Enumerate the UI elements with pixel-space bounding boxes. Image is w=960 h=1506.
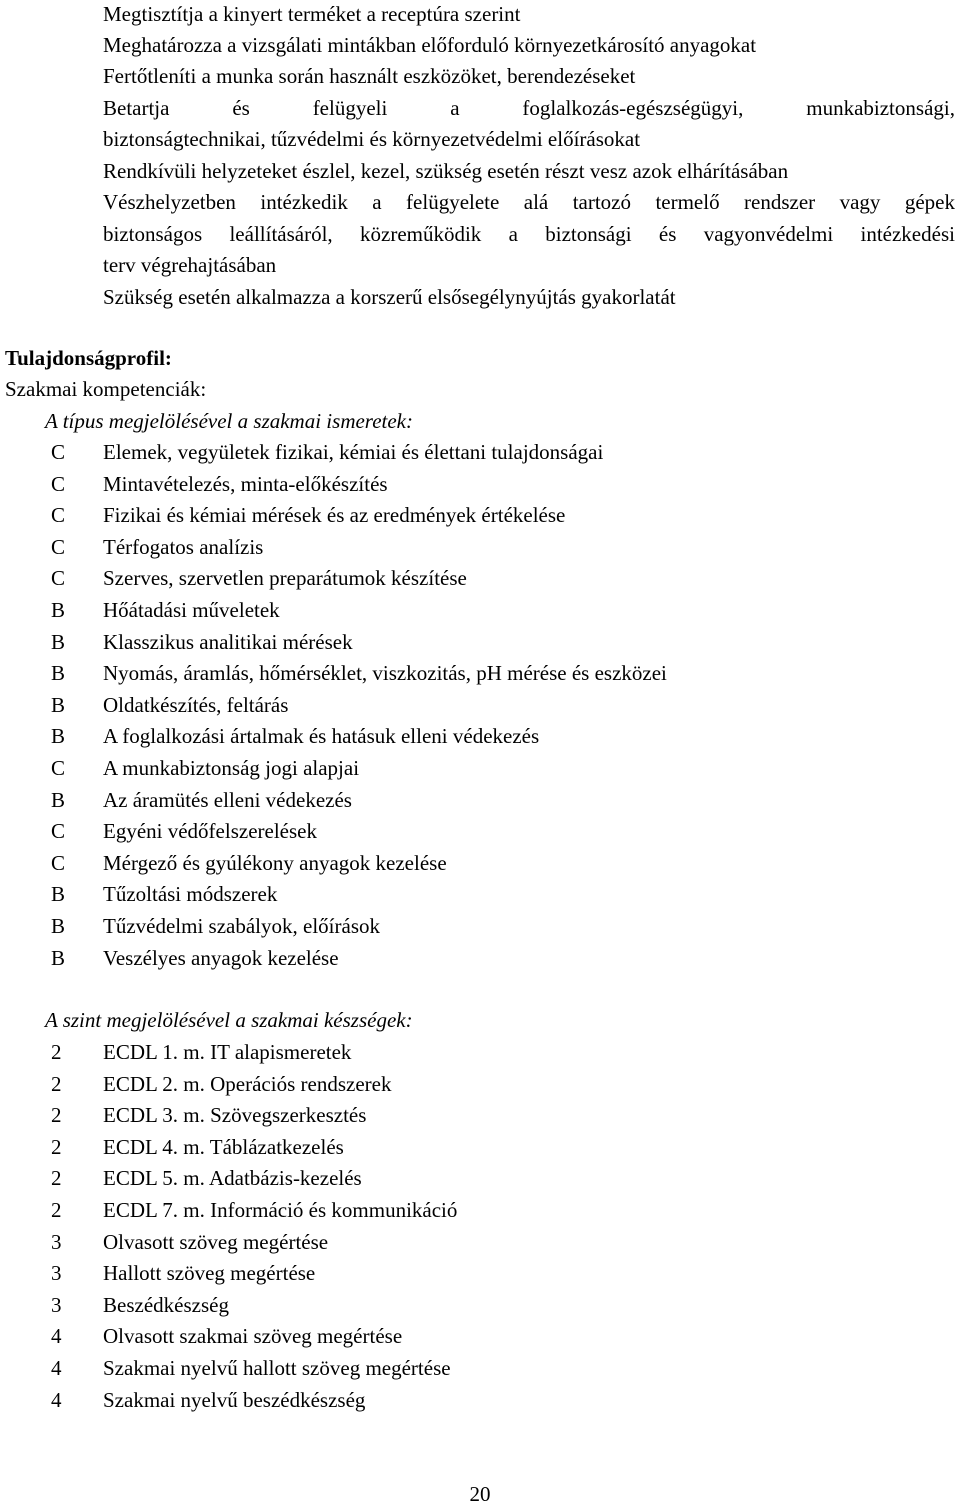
- task-line: Rendkívüli helyzeteket észlel, kezel, szükség esetén részt vesz azok elhárításában: [103, 159, 789, 183]
- word: intézkedési: [860, 222, 955, 246]
- task-line-justified: [103, 222, 955, 246]
- skill-item: Olvasott szöveg megértése: [103, 1229, 329, 1254]
- knowledge-item: Térfogatos analízis: [103, 534, 264, 559]
- knowledge-grade: C: [51, 503, 66, 528]
- task-line: terv végrehajtásában: [103, 253, 277, 277]
- skill-grade: 2: [51, 1134, 62, 1159]
- knowledge-item: Fizikai és kémiai mérések és az eredmények értékelése: [103, 503, 566, 528]
- skill-grade: 2: [51, 1198, 62, 1222]
- word: a: [450, 96, 460, 120]
- skill-item: Hallott szöveg megértése: [103, 1261, 316, 1286]
- word: foglalkozás-egészségügyi,: [522, 96, 744, 120]
- knowledge-item: A munkabiztonság jogi alapjai: [103, 756, 360, 780]
- word: gépek: [904, 190, 955, 214]
- task-line: Megtisztítja a kinyert terméket a receptúra szerint: [103, 2, 521, 26]
- skill-item: Olvasott szakmai szöveg megértése: [103, 1324, 403, 1349]
- knowledge-item: Tűzoltási módszerek: [103, 882, 278, 907]
- word: tartozó: [572, 190, 631, 214]
- skill-grade: 4: [51, 1387, 62, 1412]
- section-subheading: Szakmai kompetenciák:: [5, 377, 207, 401]
- word: Betartja: [103, 96, 170, 120]
- word: termelő: [655, 190, 720, 214]
- task-line-justified: [103, 96, 955, 120]
- word: munkabiztonsági,: [806, 96, 955, 120]
- knowledge-grade: B: [51, 661, 66, 686]
- word: vagyonvédelmi: [703, 222, 834, 246]
- skill-grade: 2: [51, 1040, 62, 1064]
- skill-item: ECDL 2. m. Operációs rendszerek: [103, 1071, 392, 1096]
- skill-grade: 3: [51, 1261, 62, 1286]
- word: rendszer: [744, 190, 816, 214]
- skill-grade: 3: [51, 1229, 62, 1254]
- word: biztonsági: [545, 222, 632, 246]
- knowledge-grade: C: [51, 471, 66, 496]
- knowledge-item: Nyomás, áramlás, hőmérséklet, viszkozitás, pH mérése és eszközei: [103, 661, 667, 686]
- knowledge-item: Szerves, szervetlen preparátumok készítése: [103, 566, 467, 591]
- word: Vészhelyzetben: [103, 190, 236, 214]
- knowledge-title: A típus megjelölésével a szakmai ismeretek:: [45, 409, 413, 433]
- task-line: Szükség esetén alkalmazza a korszerű elsősegélynyújtás gyakorlatát: [103, 285, 676, 309]
- skill-item: Szakmai nyelvű hallott szöveg megértése: [103, 1356, 451, 1380]
- knowledge-grade: C: [51, 566, 66, 591]
- knowledge-item: Hőátadási műveletek: [103, 598, 280, 622]
- knowledge-grade: C: [51, 756, 66, 780]
- skill-item: Szakmai nyelvű beszédkészség: [103, 1387, 366, 1412]
- skill-grade: 4: [51, 1324, 62, 1349]
- skill-grade: 2: [51, 1103, 62, 1128]
- knowledge-item: Oldatkészítés, feltárás: [103, 692, 289, 717]
- task-line: Fertőtleníti a munka során használt eszközöket, berendezéseket: [103, 64, 636, 88]
- skill-item: Beszédkészség: [103, 1292, 229, 1317]
- word: alá: [523, 190, 549, 214]
- knowledge-item: Mintavételezés, minta-előkészítés: [103, 471, 388, 496]
- knowledge-item: A foglalkozási ártalmak és hatásuk elleni védekezés: [103, 724, 540, 749]
- skill-grade: 4: [51, 1356, 62, 1380]
- skill-grade: 2: [51, 1071, 62, 1096]
- knowledge-grade: B: [51, 882, 66, 907]
- knowledge-grade: B: [51, 629, 66, 654]
- skill-item: ECDL 5. m. Adatbázis-kezelés: [103, 1166, 362, 1191]
- task-line: Meghatározza a vizsgálati mintákban előforduló környezetkárosító anyagokat: [103, 33, 757, 57]
- skill-item: ECDL 7. m. Információ és kommunikáció: [103, 1198, 458, 1222]
- knowledge-grade: B: [51, 787, 66, 812]
- word: és: [232, 96, 250, 120]
- knowledge-grade: B: [51, 945, 66, 970]
- skill-grade: 2: [51, 1166, 62, 1191]
- word: a: [372, 190, 382, 214]
- section-heading: Tulajdonságprofil:: [5, 346, 172, 370]
- word: leállításáról,: [229, 222, 333, 246]
- skill-item: ECDL 3. m. Szövegszerkesztés: [103, 1103, 367, 1128]
- knowledge-grade: C: [51, 440, 66, 464]
- word: közreműködik: [360, 222, 482, 246]
- knowledge-item: Az áramütés elleni védekezés: [103, 787, 352, 812]
- word: a: [508, 222, 518, 246]
- knowledge-grade: B: [51, 692, 66, 717]
- word: és: [658, 222, 677, 246]
- knowledge-grade: B: [51, 914, 66, 938]
- knowledge-item: Veszélyes anyagok kezelése: [103, 945, 339, 970]
- word: biztonságos: [103, 222, 203, 246]
- knowledge-item: Klasszikus analitikai mérések: [103, 629, 353, 654]
- knowledge-item: Egyéni védőfelszerelések: [103, 819, 317, 844]
- word: felügyelete: [406, 190, 500, 214]
- skill-item: ECDL 4. m. Táblázatkezelés: [103, 1134, 344, 1159]
- skill-grade: 3: [51, 1292, 62, 1317]
- knowledge-item: Tűzvédelmi szabályok, előírások: [103, 914, 380, 938]
- word: felügyeli: [312, 96, 388, 120]
- knowledge-grade: B: [51, 598, 66, 622]
- knowledge-item: Mérgező és gyúlékony anyagok kezelése: [103, 850, 447, 875]
- knowledge-item: Elemek, vegyületek fizikai, kémiai és élettani tulajdonságai: [103, 440, 604, 464]
- knowledge-grade: C: [51, 819, 66, 844]
- knowledge-grade: B: [51, 724, 66, 749]
- word: vagy: [839, 190, 881, 214]
- page-number: 20: [469, 1482, 491, 1506]
- skills-title: A szint megjelölésével a szakmai készségek:: [45, 1008, 413, 1032]
- task-line: biztonságtechnikai, tűzvédelmi és környezetvédelmi előírásokat: [103, 127, 641, 151]
- skill-item: ECDL 1. m. IT alapismeretek: [103, 1040, 352, 1064]
- knowledge-grade: C: [51, 534, 66, 559]
- task-line-justified: [103, 190, 955, 214]
- knowledge-grade: C: [51, 850, 66, 875]
- word: intézkedik: [260, 190, 348, 214]
